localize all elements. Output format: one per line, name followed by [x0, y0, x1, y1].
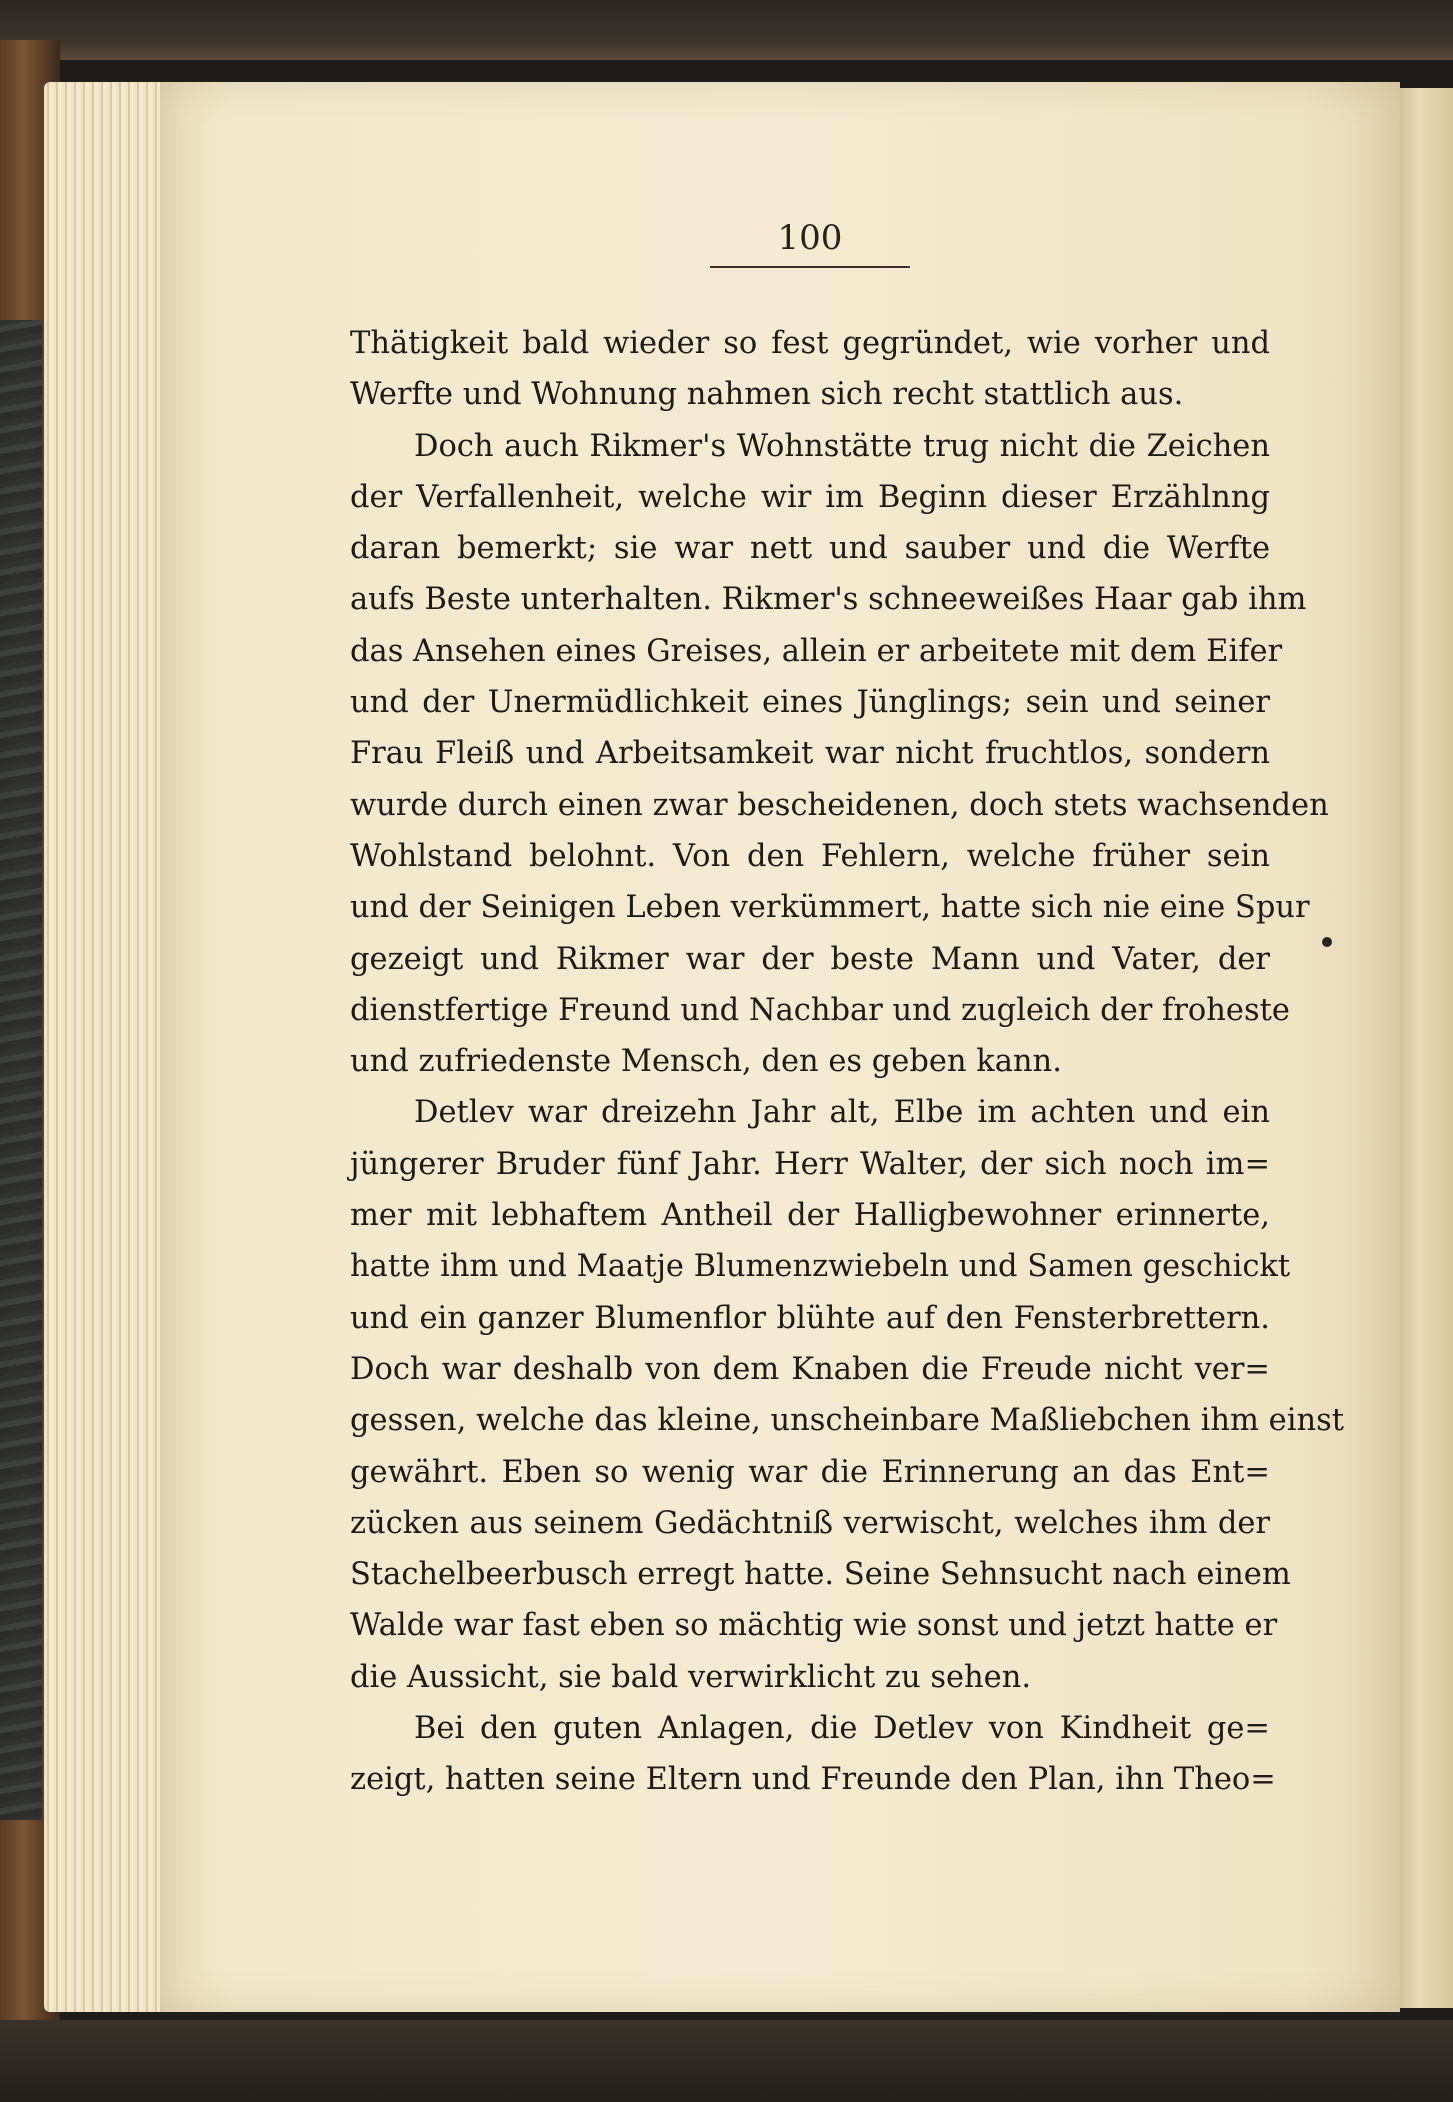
- text-line: gessen, welche das kleine, unscheinbare Maßliebchen ihm einst: [350, 1403, 1345, 1439]
- text-line: der Verfallenheit, welche wir im Beginn dieser Erzählnng: [350, 479, 1270, 515]
- text-line: Stachelbeerbusch erregt hatte. Seine Sehnsucht nach einem: [350, 1557, 1291, 1593]
- text-line: und ein ganzer Blumenflor blühte auf den Fensterbrettern.: [350, 1300, 1270, 1336]
- text-line: hatte ihm und Maatje Blumenzwiebeln und Samen geschickt: [350, 1249, 1291, 1285]
- book-cover-top: [0, 0, 1453, 60]
- text-line: das Ansehen eines Greises, allein er arbeitete mit dem Eifer: [350, 633, 1283, 669]
- page-edges-stack: [44, 82, 174, 2012]
- text-line: Werfte und Wohnung nahmen sich recht stattlich aus.: [350, 377, 1184, 413]
- cover-marbling: [0, 320, 42, 1820]
- text-line: zeigt, hatten seine Eltern und Freunde den Plan, ihn Theo=: [350, 1762, 1276, 1798]
- text-line: und zufriedenste Mensch, den es geben kann.: [350, 1044, 1062, 1080]
- text-line: zücken aus seinem Gedächtniß verwischt, welches ihm der: [350, 1505, 1270, 1541]
- text-line: Wohlstand belohnt. Von den Fehlern, welche früher sein: [350, 838, 1270, 874]
- text-line: Doch auch Rikmer's Wohnstätte trug nicht die Zeichen: [414, 428, 1270, 464]
- paper-speck: [1322, 937, 1332, 947]
- text-line: Walde war fast eben so mächtig wie sonst und jetzt hatte er: [350, 1608, 1278, 1644]
- page-header: [710, 218, 910, 278]
- text-line: aufs Beste unterhalten. Rikmer's schneeweißes Haar gab ihm: [350, 582, 1307, 618]
- text-line: wurde durch einen zwar bescheidenen, doch stets wachsenden: [350, 787, 1329, 823]
- right-page-leaf: [1395, 88, 1453, 2008]
- text-line: Bei den guten Anlagen, die Detlev von Kindheit ge=: [414, 1711, 1270, 1747]
- text-line: gewährt. Eben so wenig war die Erinnerung an das Ent=: [350, 1454, 1270, 1490]
- text-line: jüngerer Bruder fünf Jahr. Herr Walter, der sich noch im=: [350, 1146, 1270, 1182]
- header-rule: [710, 266, 910, 268]
- text-line: Detlev war dreizehn Jahr alt, Elbe im achten und ein: [414, 1095, 1270, 1131]
- body-text: [350, 318, 1345, 1806]
- text-line: daran bemerkt; sie war nett und sauber und die Werfte: [350, 531, 1270, 567]
- text-line: die Aussicht, sie bald verwirklicht zu sehen.: [350, 1659, 1032, 1695]
- text-line: Thätigkeit bald wieder so fest gegründet, wie vorher und: [350, 326, 1270, 361]
- text-line: dienstfertige Freund und Nachbar und zugleich der froheste: [350, 992, 1290, 1028]
- text-line: und der Unermüdlichkeit eines Jünglings; sein und seiner: [350, 685, 1270, 721]
- text-line: Doch war deshalb von dem Knaben die Freude nicht ver=: [350, 1351, 1270, 1387]
- book-cover-bottom: [0, 2020, 1453, 2102]
- text-line: mer mit lebhaftem Antheil der Halligbewohner erinnerte,: [350, 1198, 1270, 1234]
- text-line: Frau Fleiß und Arbeitsamkeit war nicht fruchtlos, sondern: [350, 736, 1270, 772]
- text-line: gezeigt und Rikmer war der beste Mann und Vater, der: [350, 941, 1270, 977]
- page-number: 100: [777, 218, 843, 258]
- text-line: und der Seinigen Leben verkümmert, hatte sich nie eine Spur: [350, 890, 1310, 926]
